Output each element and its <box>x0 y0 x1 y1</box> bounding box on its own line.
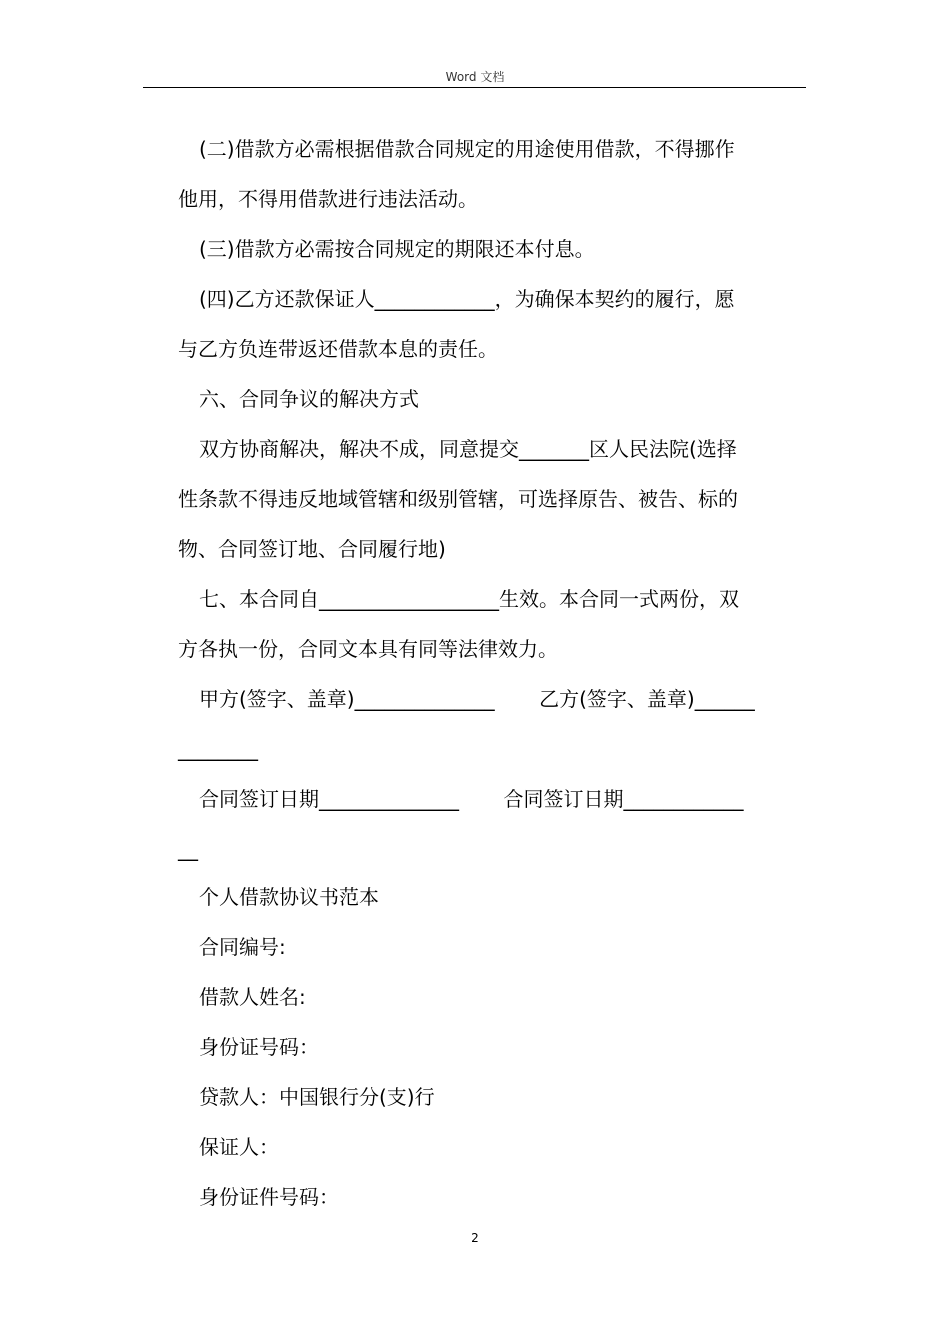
date-line: 合同签订日期______________ 合同签订日期____________ <box>199 787 744 811</box>
paragraph-line: 物、合同签订地、合同履行地) <box>178 537 446 561</box>
header-title: Word 文档 <box>445 70 505 84</box>
page-number: 2 <box>471 1231 479 1245</box>
form-field-label: 身份证件号码： <box>199 1185 339 1209</box>
form-field-label: 借款人姓名: <box>199 985 306 1009</box>
paragraph-line: 性条款不得违反地域管辖和级别管辖，可选择原告、被告、标的 <box>178 487 738 511</box>
paragraph-line: 双方协商解决，解决不成，同意提交_______区人民法院(选择 <box>199 437 737 461</box>
signature-line: ________ <box>178 737 258 761</box>
paragraph-line: 他用，不得用借款进行违法活动。 <box>178 187 478 211</box>
form-field-label: 保证人： <box>199 1135 279 1159</box>
paragraph-line: (二)借款方必需根据借款合同规定的用途使用借款，不得挪作 <box>199 137 735 161</box>
paragraph-line: (四)乙方还款保证人____________，为确保本契约的履行，愿 <box>199 287 735 311</box>
section-heading: 个人借款协议书范本 <box>199 885 379 909</box>
paragraph-line: 方各执一份，合同文本具有同等法律效力。 <box>178 637 558 661</box>
form-field-label: 身份证号码： <box>199 1035 319 1059</box>
form-field-label: 合同编号: <box>199 935 286 959</box>
paragraph-line: 与乙方负连带返还借款本息的责任。 <box>178 337 498 361</box>
signature-line: 甲方(签字、盖章)______________ 乙方(签字、盖章)______ <box>199 687 755 711</box>
form-field-label: 贷款人：中国银行分(支)行 <box>199 1085 435 1109</box>
section-heading: 六、合同争议的解决方式 <box>199 387 419 411</box>
paragraph-line: (三)借款方必需按合同规定的期限还本付息。 <box>199 237 595 261</box>
header-divider <box>143 87 806 88</box>
date-line: __ <box>178 837 198 861</box>
paragraph-line: 七、本合同自__________________生效。本合同一式两份，双 <box>199 587 739 611</box>
